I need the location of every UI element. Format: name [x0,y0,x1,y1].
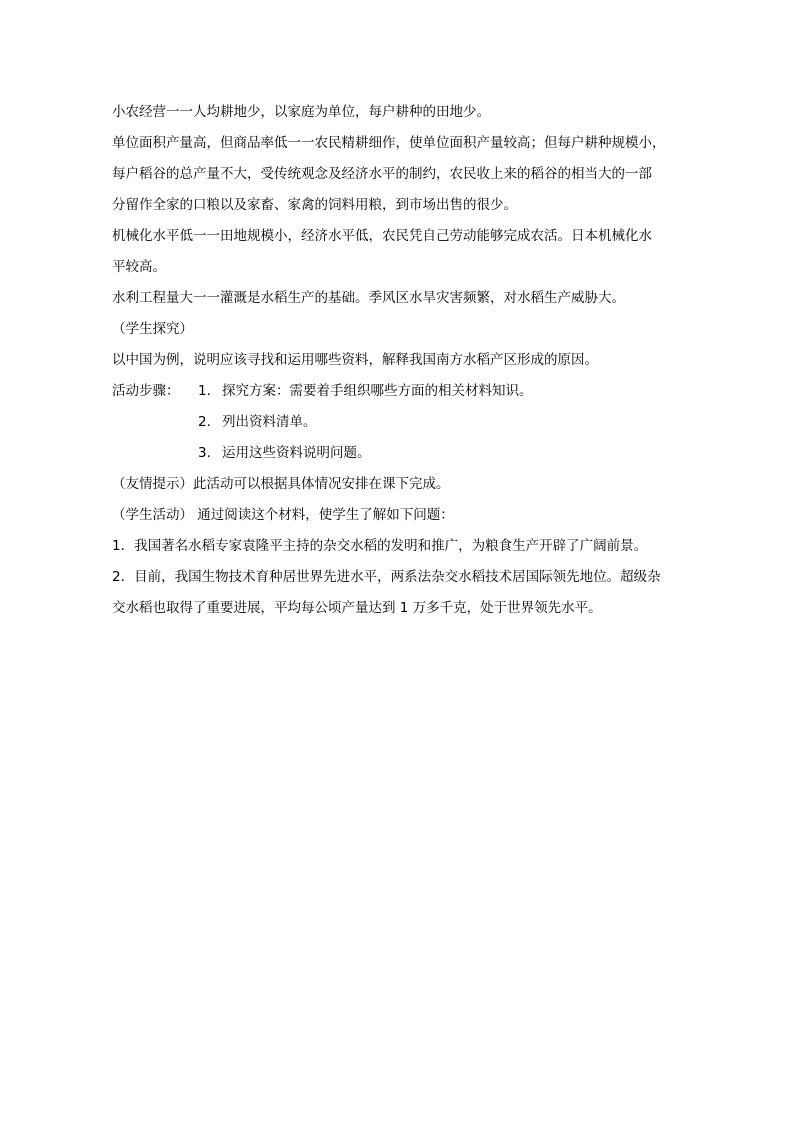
list-item-1: 1．我国著名水稻专家袁隆平主持的杂交水稻的发明和推广，为粮食生产开辟了广阔前景。 [112,538,648,554]
step-text: 列出资料清单。 [222,414,317,430]
paragraph-line: 2．目前，我国生物技术育种居世界先进水平，两系法杂交水稻技术居国际领先地位。超级杂 [112,569,661,585]
paragraph-friendly-tip: （友情提示）此活动可以根据具体情况安排在课下完成。 [112,476,450,492]
paragraph-mechanization [112,221,684,283]
paragraph-student-activity: （学生活动） 通过阅读这个材料，使学生了解如下问题： [112,507,454,523]
paragraph-line: 单位面积产量高，但商品率低一一农民精耕细作，使单位面积产量较高；但每户耕种规模小， [112,135,666,151]
activity-steps [112,376,684,469]
paragraph-yield-commodity [112,128,684,221]
step-number: 2. [198,414,211,430]
step-number: 1. [198,383,211,399]
steps-label: 活动步骤： [112,383,180,399]
paragraph-line: 分留作全家的口粮以及家畜、家禽的饲料用粮，到市场出售的很少。 [112,197,517,213]
document-page [112,97,684,624]
paragraph-line: 机械化水平低一一田地规模小，经济水平低，农民凭自己劳动能够完成农活。日本机械化水 [112,228,652,244]
section-label-student-inquiry: （学生探究） [112,321,193,337]
paragraph-small-farming: 小农经营一一人均耕地少，以家庭为单位，每户耕种的田地少。 [112,104,490,120]
paragraph-inquiry-task: 以中国为例，说明应该寻找和运用哪些资料，解释我国南方水稻产区形成的原因。 [112,352,598,368]
step-row [112,407,684,438]
paragraph-line: 每户稻谷的总产量不大，受传统观念及经济水平的制约，农民收上来的稻谷的相当大的一部 [112,166,652,182]
step-text: 探究方案：需要着手组织哪些方面的相关材料知识。 [222,383,533,399]
step-number: 3. [198,445,211,461]
step-row [112,438,684,469]
paragraph-line: 平较高。 [112,259,166,275]
paragraph-line: 交水稻也取得了重要进展，平均每公顷产量达到 1 万多千克，处于世界领先水平。 [112,600,602,616]
step-text: 运用这些资料说明问题。 [222,445,371,461]
paragraph-irrigation: 水利工程量大一一灌溉是水稻生产的基础。季风区水旱灾害频繁，对水稻生产威胁大。 [112,290,625,306]
step-row [112,376,684,407]
list-item-2 [112,562,684,624]
